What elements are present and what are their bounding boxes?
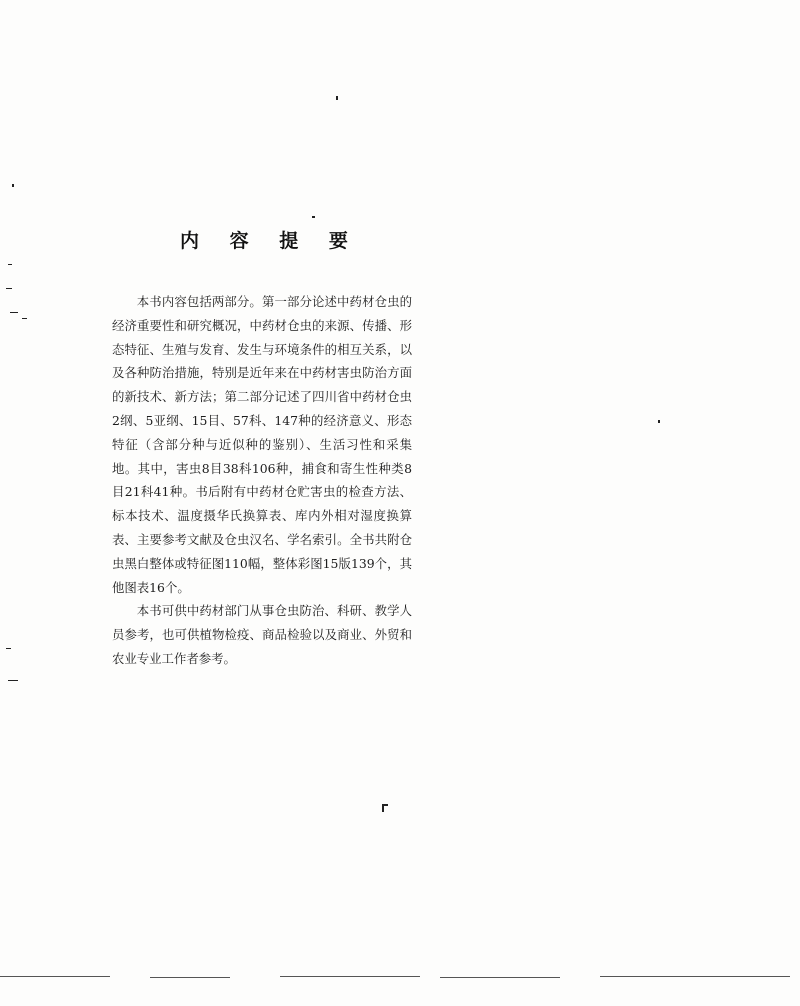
scan-speck (22, 318, 27, 319)
paragraph-2: 本书可供中药材部门从事仓虫防治、科研、教学人员参考，也可供植物检疫、商品检验以及商业、外贸和农业专业工作者参考。 (112, 603, 412, 666)
scan-speck (12, 184, 14, 187)
scan-speck (8, 264, 12, 265)
summary-body (112, 290, 412, 671)
scan-edge-line (280, 976, 420, 977)
scan-speck (312, 216, 315, 218)
scan-speck (6, 648, 11, 649)
scan-speck (382, 804, 388, 806)
scan-edge-line (440, 977, 560, 978)
scan-speck (336, 96, 338, 100)
scan-edge-line (150, 977, 230, 978)
scan-edge-line (600, 976, 790, 977)
scan-speck (6, 288, 12, 289)
scan-speck (658, 420, 660, 423)
scan-edge-line (0, 976, 110, 977)
paragraph-1: 本书内容包括两部分。第一部分论述中药材仓虫的经济重要性和研究概况，中药材仓虫的来源、传播、形态特征、生殖与发育、发生与环境条件的相互关系，以及各种防治措施，特别是近年来在中药材害虫防治方面的新技术、新方法；第二部分记述了四川省中药材仓虫2纲、5亚纲、15目、57科、147种的经济意义、形态特征（含部分种与近似种的鉴别）、生活习性和采集地。其中，害虫8目38科106种，捕食和寄生性种类8目21科41种。书后附有中药材仓贮害虫的检查方法、标本技术、温度摄华氏换算表、库内外相对湿度换算表、主要参考文献及仓虫汉名、学名索引。全书共附仓虫黑白整体或特征图110幅，整体彩图15版139个，其他图表16个。 (112, 294, 412, 595)
scan-speck (8, 680, 18, 681)
page-title: 内 容 提 要 (180, 230, 360, 252)
scan-speck (10, 312, 18, 313)
